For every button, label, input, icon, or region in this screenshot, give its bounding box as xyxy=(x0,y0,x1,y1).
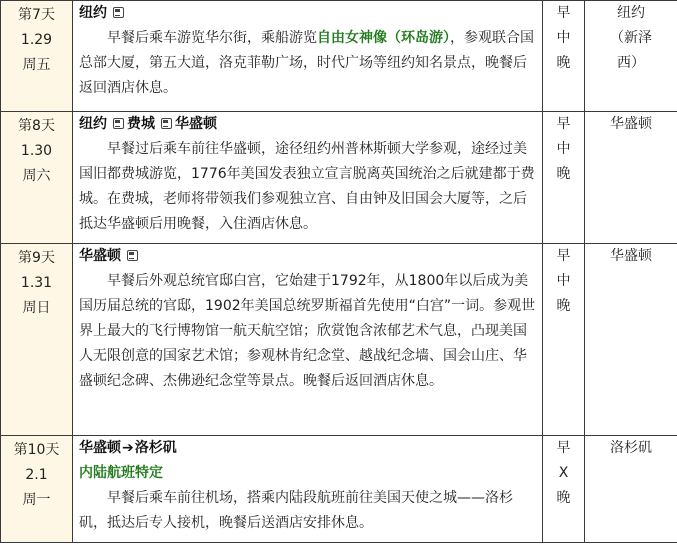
date-label: 1.31 xyxy=(20,275,53,291)
meal-lunch: 中 xyxy=(556,30,571,46)
weekday-label: 周五 xyxy=(22,57,51,73)
meal-breakfast: 早 xyxy=(556,248,571,264)
description-cell xyxy=(73,244,543,436)
weekday-label: 周六 xyxy=(22,168,51,184)
meal-lunch: 中 xyxy=(556,141,571,157)
meal-dinner: 晚 xyxy=(556,490,571,506)
day-label: 第9天 xyxy=(18,250,55,266)
route-title: 纽约 费城 华盛顿 xyxy=(79,116,217,132)
meals-cell xyxy=(543,244,585,436)
hotel-cell: 华盛顿 xyxy=(585,244,677,436)
bus-icon xyxy=(161,118,172,129)
description-text: 早餐后外观总统官邸白宫，它始建于1792年，从1800年以后成为美国历届总统的官邸，1902年美国总统罗斯福首先使用“白宫”一词。参观世界上最大的飞行博物馆一航天航空馆；欣赏饱含浓郁艺术气息，凸现美国人无限创意的国家艺术馆；参观林肯纪念堂、越战纪念墙、国会山庄、华盛顿纪念碑、杰佛逊纪念堂等景点。晚餐后返回酒店休息。 xyxy=(79,273,536,389)
day-label: 第10天 xyxy=(13,442,60,458)
date-label: 2.1 xyxy=(25,467,48,483)
bus-icon xyxy=(113,118,124,129)
date-label: 1.30 xyxy=(20,143,53,159)
day-label: 第8天 xyxy=(18,118,55,134)
itinerary-row-day10 xyxy=(1,436,677,543)
meal-dinner: 晚 xyxy=(556,55,571,71)
bus-icon xyxy=(113,7,124,18)
meals-cell xyxy=(543,1,585,112)
day-cell xyxy=(1,112,73,244)
description-text: 早餐后乘车前往机场，搭乘内陆段航班前往美国天使之城——洛杉矶，抵达后专人接机，晚餐后送酒店安排休息。 xyxy=(79,490,513,531)
arrow-right-icon: ➔ xyxy=(122,440,134,456)
day-cell xyxy=(1,436,73,543)
itinerary-row-day7 xyxy=(1,1,677,112)
bus-icon xyxy=(127,250,138,261)
day-cell xyxy=(1,1,73,112)
meal-dinner: 晚 xyxy=(556,298,571,314)
meals-cell xyxy=(543,436,585,543)
meal-breakfast: 早 xyxy=(556,116,571,132)
description-cell xyxy=(73,1,543,112)
weekday-label: 周一 xyxy=(22,492,51,508)
flight-note: 内陆航班特定 xyxy=(79,465,163,481)
meal-lunch: 中 xyxy=(556,273,571,289)
day-label: 第7天 xyxy=(18,7,55,23)
meal-breakfast: 早 xyxy=(556,440,571,456)
route-title: 华盛顿 xyxy=(79,248,121,264)
hotel-cell: 华盛顿 xyxy=(585,112,677,244)
date-label: 1.29 xyxy=(20,32,53,48)
meal-lunch: X xyxy=(558,465,569,481)
meal-dinner: 晚 xyxy=(556,166,571,182)
route-title: 华盛顿➔洛杉矶 xyxy=(79,436,536,461)
description-text: 早餐后乘车游览华尔街，乘船游览自由女神像（环岛游），参观联合国总部大厦，第五大道，洛克菲勒广场，时代广场等纽约知名景点，晚餐后返回酒店休息。 xyxy=(79,30,534,96)
meal-breakfast: 早 xyxy=(556,5,571,21)
itinerary-row-day8 xyxy=(1,112,677,244)
description-cell xyxy=(73,112,543,244)
route-title: 纽约 xyxy=(79,5,107,21)
highlight-attraction: 自由女神像（环岛游） xyxy=(317,30,450,46)
description-text: 早餐过后乘车前往华盛顿，途径纽约州普林斯顿大学参观，途经过美国旧都费城游览，1776年美国发表独立宣言脱离英国统治之后就建都于费城。在费城，老师将带领我们参观独立宫、自由钟及旧国会大厦等，之后抵达华盛顿后用晚餐，入住酒店休息。 xyxy=(79,141,535,232)
hotel-cell: 纽约 （新泽 西） xyxy=(585,1,677,112)
hotel-cell: 洛杉矶 xyxy=(585,436,677,543)
meals-cell xyxy=(543,112,585,244)
description-cell xyxy=(73,436,543,543)
itinerary-row-day9 xyxy=(1,244,677,436)
day-cell xyxy=(1,244,73,436)
weekday-label: 周日 xyxy=(22,300,51,316)
